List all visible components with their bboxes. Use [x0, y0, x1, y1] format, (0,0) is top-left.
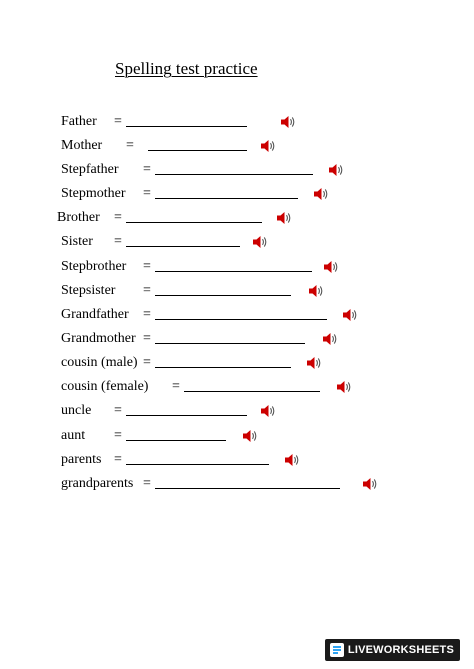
vocab-word: Stepsister	[61, 283, 116, 298]
vocab-row	[0, 114, 474, 134]
vocab-row	[0, 234, 474, 254]
equals-sign: =	[114, 428, 122, 443]
vocab-row	[0, 428, 474, 448]
equals-sign: =	[114, 114, 122, 129]
equals-sign: =	[143, 355, 151, 370]
equals-sign: =	[172, 379, 180, 394]
vocab-word: Brother	[57, 210, 100, 225]
speaker-icon[interactable]	[306, 356, 322, 370]
speaker-icon[interactable]	[313, 187, 329, 201]
speaker-icon[interactable]	[284, 453, 300, 467]
vocab-row	[0, 259, 474, 279]
answer-blank[interactable]	[155, 198, 298, 199]
vocab-word: Grandfather	[61, 307, 129, 322]
answer-blank[interactable]	[155, 319, 327, 320]
answer-blank[interactable]	[155, 271, 312, 272]
speaker-icon[interactable]	[328, 163, 344, 177]
vocab-word: Mother	[61, 138, 103, 153]
vocab-row	[0, 355, 474, 375]
speaker-icon[interactable]	[280, 115, 296, 129]
vocab-row	[0, 452, 474, 472]
answer-blank[interactable]	[155, 343, 305, 344]
answer-blank[interactable]	[126, 415, 247, 416]
answer-blank[interactable]	[155, 367, 291, 368]
vocab-row	[0, 210, 474, 230]
speaker-icon[interactable]	[260, 139, 276, 153]
vocab-row	[0, 403, 474, 423]
page-title: Spelling test practice	[115, 59, 258, 78]
vocab-row	[0, 307, 474, 327]
equals-sign: =	[143, 307, 151, 322]
answer-blank[interactable]	[126, 246, 240, 247]
speaker-icon[interactable]	[342, 308, 358, 322]
speaker-icon[interactable]	[252, 235, 268, 249]
vocab-row	[0, 162, 474, 182]
speaker-icon[interactable]	[276, 211, 292, 225]
equals-sign: =	[126, 138, 134, 153]
answer-blank[interactable]	[155, 295, 291, 296]
vocab-row	[0, 476, 474, 496]
answer-blank[interactable]	[184, 391, 320, 392]
vocab-row	[0, 186, 474, 206]
answer-blank[interactable]	[148, 150, 247, 151]
vocab-word: Grandmother	[61, 331, 136, 346]
speaker-icon[interactable]	[242, 429, 258, 443]
vocab-word: Stepfather	[61, 162, 119, 177]
speaker-icon[interactable]	[322, 332, 338, 346]
vocab-word: Sister	[61, 234, 93, 249]
vocab-row	[0, 379, 474, 399]
equals-sign: =	[143, 476, 151, 491]
equals-sign: =	[143, 331, 151, 346]
vocab-row	[0, 283, 474, 303]
answer-blank[interactable]	[126, 222, 262, 223]
answer-blank[interactable]	[126, 464, 269, 465]
equals-sign: =	[114, 452, 122, 467]
vocab-row	[0, 331, 474, 351]
brand-logo	[325, 639, 460, 661]
vocab-word: Stepbrother	[61, 259, 127, 274]
speaker-icon[interactable]	[308, 284, 324, 298]
equals-sign: =	[114, 234, 122, 249]
vocab-word: cousin (male)	[61, 355, 138, 370]
equals-sign: =	[143, 186, 151, 201]
equals-sign: =	[114, 403, 122, 418]
speaker-icon[interactable]	[362, 477, 378, 491]
answer-blank[interactable]	[155, 174, 313, 175]
vocab-word: aunt	[61, 428, 86, 443]
speaker-icon[interactable]	[323, 260, 339, 274]
equals-sign: =	[114, 210, 122, 225]
vocab-word: cousin (female)	[61, 379, 149, 394]
answer-blank[interactable]	[155, 488, 340, 489]
vocab-word: parents	[61, 452, 102, 467]
speaker-icon[interactable]	[336, 380, 352, 394]
vocab-word: Father	[61, 114, 97, 129]
answer-blank[interactable]	[126, 126, 247, 127]
vocab-row	[0, 138, 474, 158]
equals-sign: =	[143, 283, 151, 298]
vocab-word: grandparents	[61, 476, 134, 491]
equals-sign: =	[143, 162, 151, 177]
speaker-icon[interactable]	[260, 404, 276, 418]
vocab-word: Stepmother	[61, 186, 126, 201]
answer-blank[interactable]	[126, 440, 226, 441]
liveworksheets-logo-icon	[329, 642, 345, 658]
brand-name: LIVEWORKSHEETS	[347, 644, 454, 656]
equals-sign: =	[143, 259, 151, 274]
vocab-word: uncle	[61, 403, 92, 418]
